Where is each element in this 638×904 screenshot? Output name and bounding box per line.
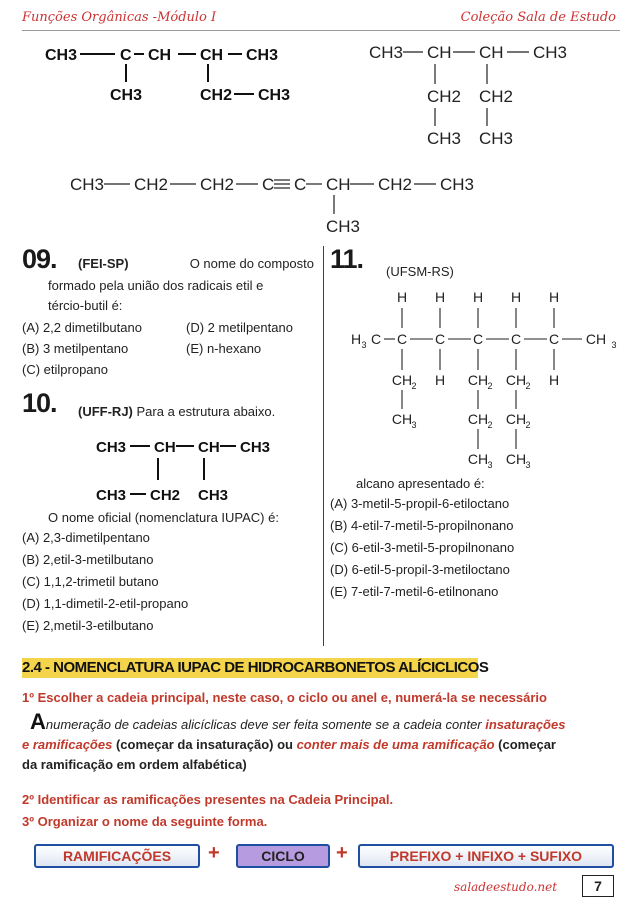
step-3: 3º Organizar o nome da seguinte forma. [22,814,268,829]
q9-text2: formado pela união dos radicais etil e [48,278,264,293]
svg-text:C: C [472,331,484,347]
svg-text:3: 3 [411,420,417,430]
svg-text:CH: CH [505,451,527,467]
s2-b2a: CH2 [479,87,514,106]
q10-option-d[interactable]: (D) 1,1-dimetil-2-etil-propano [22,596,189,611]
step-2: 2º Identificar as ramificações presentes na Cadeia Principal. [22,792,394,807]
numbering-paragraph [22,709,622,775]
svg-text:2: 2 [487,420,493,430]
formula-plus-2: + [336,842,348,864]
s1-sub2b: CH3 [258,87,291,104]
s1-c3: CH [148,47,172,64]
q10-t4: CH3 [240,439,271,456]
drop-cap: A [30,709,46,734]
structure-3 [68,168,488,238]
svg-text:CH: CH [467,411,489,427]
svg-text:H: H [396,289,408,305]
para-text-d: da ramificação em ordem alfabética) [22,757,247,772]
q10-line [78,402,275,421]
formula-plus-1: + [208,842,220,864]
svg-text:H: H [350,331,362,347]
q9-number: 09. [22,244,57,274]
q10-number: 10. [22,388,57,418]
svg-text:2: 2 [525,381,531,391]
q9-option-d[interactable]: (D) 2 metilpentano [186,320,293,335]
s1-c5: CH3 [246,47,279,64]
para-text-b: (começar da insaturação) ou [112,737,297,752]
svg-text:2: 2 [525,420,531,430]
s3-c8: CH3 [440,175,475,194]
footer-site: saladeestudo.net [454,880,558,894]
q11-option-e[interactable]: (E) 7-etil-7-metil-6-etilnonano [330,584,499,599]
q11-option-d[interactable]: (D) 6-etil-5-propil-3-metiloctano [330,562,510,577]
formula-box-prefixo: PREFIXO + INFIXO + SUFIXO [358,844,614,868]
para-red-3: conter mais de uma ramificação [296,737,495,752]
para-text-c: (começar [494,737,556,752]
header-left: Funções Orgânicas -Módulo I [22,10,217,25]
s1-c2: C [120,47,132,64]
para-red-1: insaturações [485,717,566,732]
svg-text:CH: CH [467,451,489,467]
q11-option-c[interactable]: (C) 6-etil-3-metil-5-propilnonano [330,540,515,555]
s2-c2: CH [427,43,452,62]
structure-2 [365,38,605,158]
para-red-2: e ramificações [22,737,113,752]
s1-sub1: CH3 [110,87,143,104]
structure-1 [40,38,310,108]
q9-text1: O nome do composto [189,256,314,271]
s3-sub: CH3 [326,217,361,236]
q9-option-a[interactable]: (A) 2,2 dimetilbutano [22,320,142,335]
svg-text:2: 2 [487,381,493,391]
svg-text:C: C [510,331,522,347]
q10-t2: CH [154,439,176,456]
svg-text:CH: CH [505,372,527,388]
step-1: 1º Escolher a cadeia principal, neste caso, o ciclo ou anel e, numerá-la se necessário [22,690,547,705]
q10-question: O nome oficial (nomenclatura IUPAC) é: [48,510,279,525]
formula-box-ramificacoes: RAMIFICAÇÕES [34,844,200,868]
svg-text:CH: CH [467,372,489,388]
header-rule [22,30,620,31]
svg-text:H: H [472,289,484,305]
s1-c4: CH [200,47,224,64]
q10-t1: CH3 [96,439,127,456]
svg-text:C: C [370,331,382,347]
q11-source: (UFSM-RS) [386,264,454,279]
q9-option-b[interactable]: (B) 3 metilpentano [22,341,129,356]
q9-source: (FEI-SP) [78,256,129,271]
s3-c2: CH2 [134,175,169,194]
q10-source: (UFF-RJ) [78,404,133,419]
column-divider [323,246,324,646]
q11-number: 11. [330,244,364,274]
s2-b2b: CH3 [479,129,514,148]
svg-text:C: C [396,331,408,347]
q10-b1: CH3 [96,487,127,504]
svg-text:2: 2 [411,381,417,391]
svg-text:C: C [548,331,560,347]
s3-c3: CH2 [200,175,235,194]
page-number: 7 [582,875,614,897]
q11-question: alcano apresentado é: [356,476,485,491]
svg-text:H: H [434,289,446,305]
q10-option-e[interactable]: (E) 2,metil-3-etilbutano [22,618,154,633]
s2-b1b: CH3 [427,129,462,148]
s1-c1: CH3 [45,47,78,64]
svg-text:3: 3 [487,460,493,470]
s2-c1: CH3 [369,43,404,62]
svg-text:H: H [434,372,446,388]
svg-text:CH: CH [391,372,413,388]
q10-option-a[interactable]: (A) 2,3-dimetilpentano [22,530,150,545]
q10-t3: CH [198,439,220,456]
s2-c3: CH [479,43,504,62]
s3-c1: CH3 [70,175,105,194]
q11-structure [340,286,630,472]
q11-option-b[interactable]: (B) 4-etil-7-metil-5-propilnonano [330,518,514,533]
s3-c6: CH [326,175,351,194]
svg-text:CH: CH [505,411,527,427]
q9-option-c[interactable]: (C) etilpropano [22,362,108,377]
para-text-a: numeração de cadeias alicíclicas deve ser feita somente se a cadeia conter [45,717,486,732]
q9-line1 [78,254,314,273]
svg-text:CH: CH [391,411,413,427]
svg-text:3: 3 [361,340,367,350]
s3-c5: C [294,175,307,194]
svg-text:H: H [548,289,560,305]
q11-option-a[interactable]: (A) 3-metil-5-propil-6-etiloctano [330,496,510,511]
svg-text:3: 3 [611,340,617,350]
header-right: Coleção Sala de Estudo [460,10,616,25]
q9-text3: tércio-butil é: [48,298,123,313]
q10-option-b[interactable]: (B) 2,etil-3-metilbutano [22,552,154,567]
svg-text:3: 3 [525,460,531,470]
q10-structure [92,430,282,510]
svg-text:H: H [510,289,522,305]
svg-text:CH: CH [585,331,607,347]
formula-box-ciclo: CICLO [236,844,330,868]
q10-option-c[interactable]: (C) 1,1,2-trimetil butano [22,574,159,589]
q9-option-e[interactable]: (E) n-hexano [186,341,262,356]
q10-text: Para a estrutura abaixo. [136,404,276,419]
svg-text:C: C [434,331,446,347]
q10-b3: CH3 [198,487,229,504]
s3-c4: C [262,175,275,194]
s2-c4: CH3 [533,43,568,62]
s2-b1a: CH2 [427,87,462,106]
section-title: 2.4 - NOMENCLATURA IUPAC DE HIDROCARBONETOS ALÍCICLICOS [22,659,489,676]
q10-b2: CH2 [150,487,181,504]
s1-sub2a: CH2 [200,87,233,104]
s3-c7: CH2 [378,175,413,194]
svg-text:H: H [548,372,560,388]
